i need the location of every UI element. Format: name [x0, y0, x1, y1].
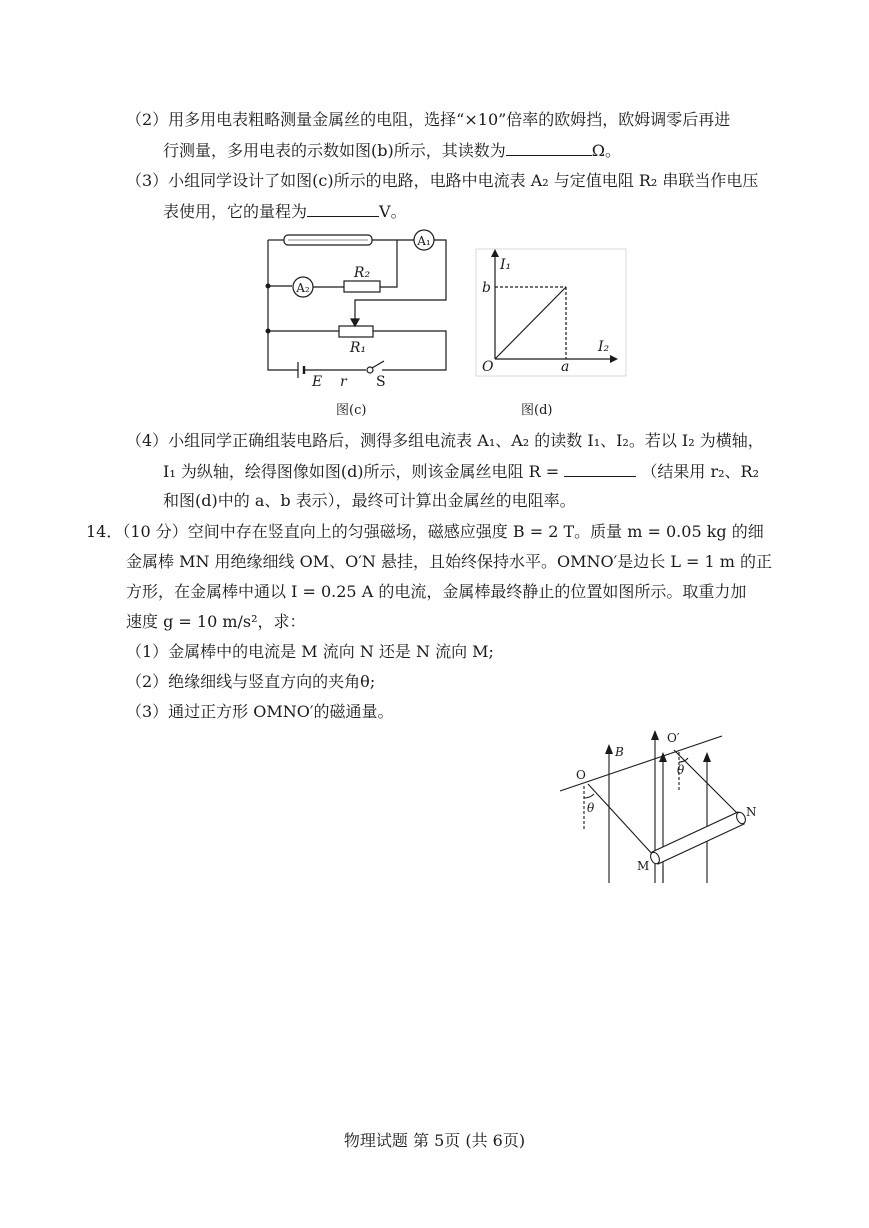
- field-arrow-4: [703, 752, 711, 762]
- wire-r2-to-a1: [380, 240, 397, 287]
- wire-r1-right: [373, 331, 446, 370]
- wire-left-vertical: [268, 240, 298, 370]
- q13-part3-line2-post: V。: [379, 202, 407, 221]
- q13-part4-line3: 和图(d)中的 a、b 表示），最终可计算出金属丝的电阻率。: [163, 491, 576, 510]
- slider-arrowhead: [351, 319, 359, 326]
- label-theta-o-prime: θ: [677, 763, 685, 777]
- string-om: [588, 784, 654, 856]
- circuit-diagram: [262, 228, 462, 388]
- label-o: O: [576, 768, 586, 782]
- magnetic-field-rod-diagram: [552, 728, 772, 888]
- label-a1: A₁: [417, 234, 431, 248]
- field-arrow-1: [605, 744, 613, 754]
- angle-arc-o: [584, 794, 594, 798]
- graph-frame: [476, 249, 626, 376]
- label-m: M: [637, 859, 650, 873]
- label-b-field: B: [615, 745, 624, 759]
- q13-part4-line1: （4）小组同学正确组装电路后，测得多组电流表 A₁、A₂ 的读数 I₁、I₂。若以 I₂ 为横轴，: [126, 431, 764, 450]
- x-axis-arrow: [610, 355, 618, 363]
- q14-line4: 速度 g = 10 m/s²，求：: [126, 612, 306, 631]
- q13-part4-answer-blank[interactable]: [564, 460, 636, 477]
- field-arrow-2: [651, 730, 659, 740]
- label-e: E: [312, 374, 323, 388]
- q14-line3: 方形，在金属棒中通以 I = 0.25 A 的电流，金属棒最终静止的位置如图所示。取重力加: [126, 582, 747, 601]
- figure-d-caption: 图(d): [521, 403, 553, 418]
- x-axis-label: I₂: [598, 339, 610, 355]
- q13-part3-answer-blank[interactable]: [307, 200, 379, 217]
- tick-label-b: b: [482, 280, 491, 296]
- label-r: r: [340, 374, 347, 388]
- junction-dot-mid: [266, 329, 271, 334]
- q14-sub1: （1）金属棒中的电流是 M 流向 N 还是 N 流向 M;: [126, 642, 494, 661]
- y-axis-arrow: [491, 249, 499, 257]
- figure-c-caption: 图(c): [336, 403, 367, 418]
- q13-part2-answer-blank[interactable]: [506, 139, 592, 156]
- q13-part2-line1: （2）用多用电表粗略测量金属丝的电阻，选择“×10”倍率的欧姆挡，欧姆调零后再进: [126, 110, 731, 129]
- resistor-r2: [344, 281, 380, 292]
- rheostat-r1: [339, 326, 373, 337]
- q14-line2: 金属棒 MN 用绝缘细线 OM、O′N 悬挂，且始终保持水平。OMNO′是边长 L = 1 m 的正: [126, 552, 773, 571]
- data-line: [495, 287, 566, 359]
- q13-part3-line2: [163, 200, 407, 223]
- q13-part3-line2-pre: 表使用，它的量程为: [163, 202, 308, 221]
- q13-part4-line2-post: （结果用 r₂、R₂: [641, 462, 759, 481]
- q13-part2-line2-post: Ω。: [591, 141, 622, 160]
- q13-part2-line2: [163, 139, 621, 162]
- q14-sub3: （3）通过正方形 OMNO′的磁通量。: [126, 702, 394, 721]
- q13-part3-line1: （3）小组同学设计了如图(c)所示的电路，电路中电流表 A₂ 与定值电阻 R₂ 串联当作电压: [126, 171, 759, 190]
- label-theta-o: θ: [587, 801, 595, 815]
- switch-blade: [372, 361, 384, 368]
- q14-sub2: （2）绝缘细线与竖直方向的夹角θ;: [126, 672, 376, 691]
- q13-part4-line2: [163, 460, 759, 483]
- label-r2: R₂: [353, 265, 371, 281]
- metal-rod-mn: [649, 811, 747, 865]
- graph-i1-vs-i2: [474, 247, 642, 379]
- q14-line1: 14．（10 分）空间中存在竖直向上的匀强磁场，磁感应强度 B = 2 T。质量 m = 0.05 kg 的细: [86, 522, 764, 541]
- q13-part4-line2-pre: I₁ 为纵轴，绘得图像如图(d)所示，则该金属丝电阻 R =: [163, 462, 560, 481]
- label-a2: A₂: [296, 281, 310, 295]
- label-o-prime: O′: [667, 731, 680, 745]
- q13-part2-line2-pre: 行测量，多用电表的示数如图(b)所示，其读数为: [163, 141, 506, 160]
- label-n: N: [746, 805, 757, 819]
- page-footer: 物理试题 第 5页 (共 6页): [343, 1131, 526, 1150]
- tick-label-a: a: [561, 359, 570, 375]
- junction-dot-top: [266, 284, 271, 289]
- y-axis-label: I₁: [500, 257, 512, 273]
- origin-label: O: [482, 359, 494, 375]
- label-r1: R₁: [349, 340, 367, 356]
- support-bar: [560, 736, 722, 791]
- wire-top-right: [379, 240, 446, 300]
- label-s: S: [376, 374, 386, 388]
